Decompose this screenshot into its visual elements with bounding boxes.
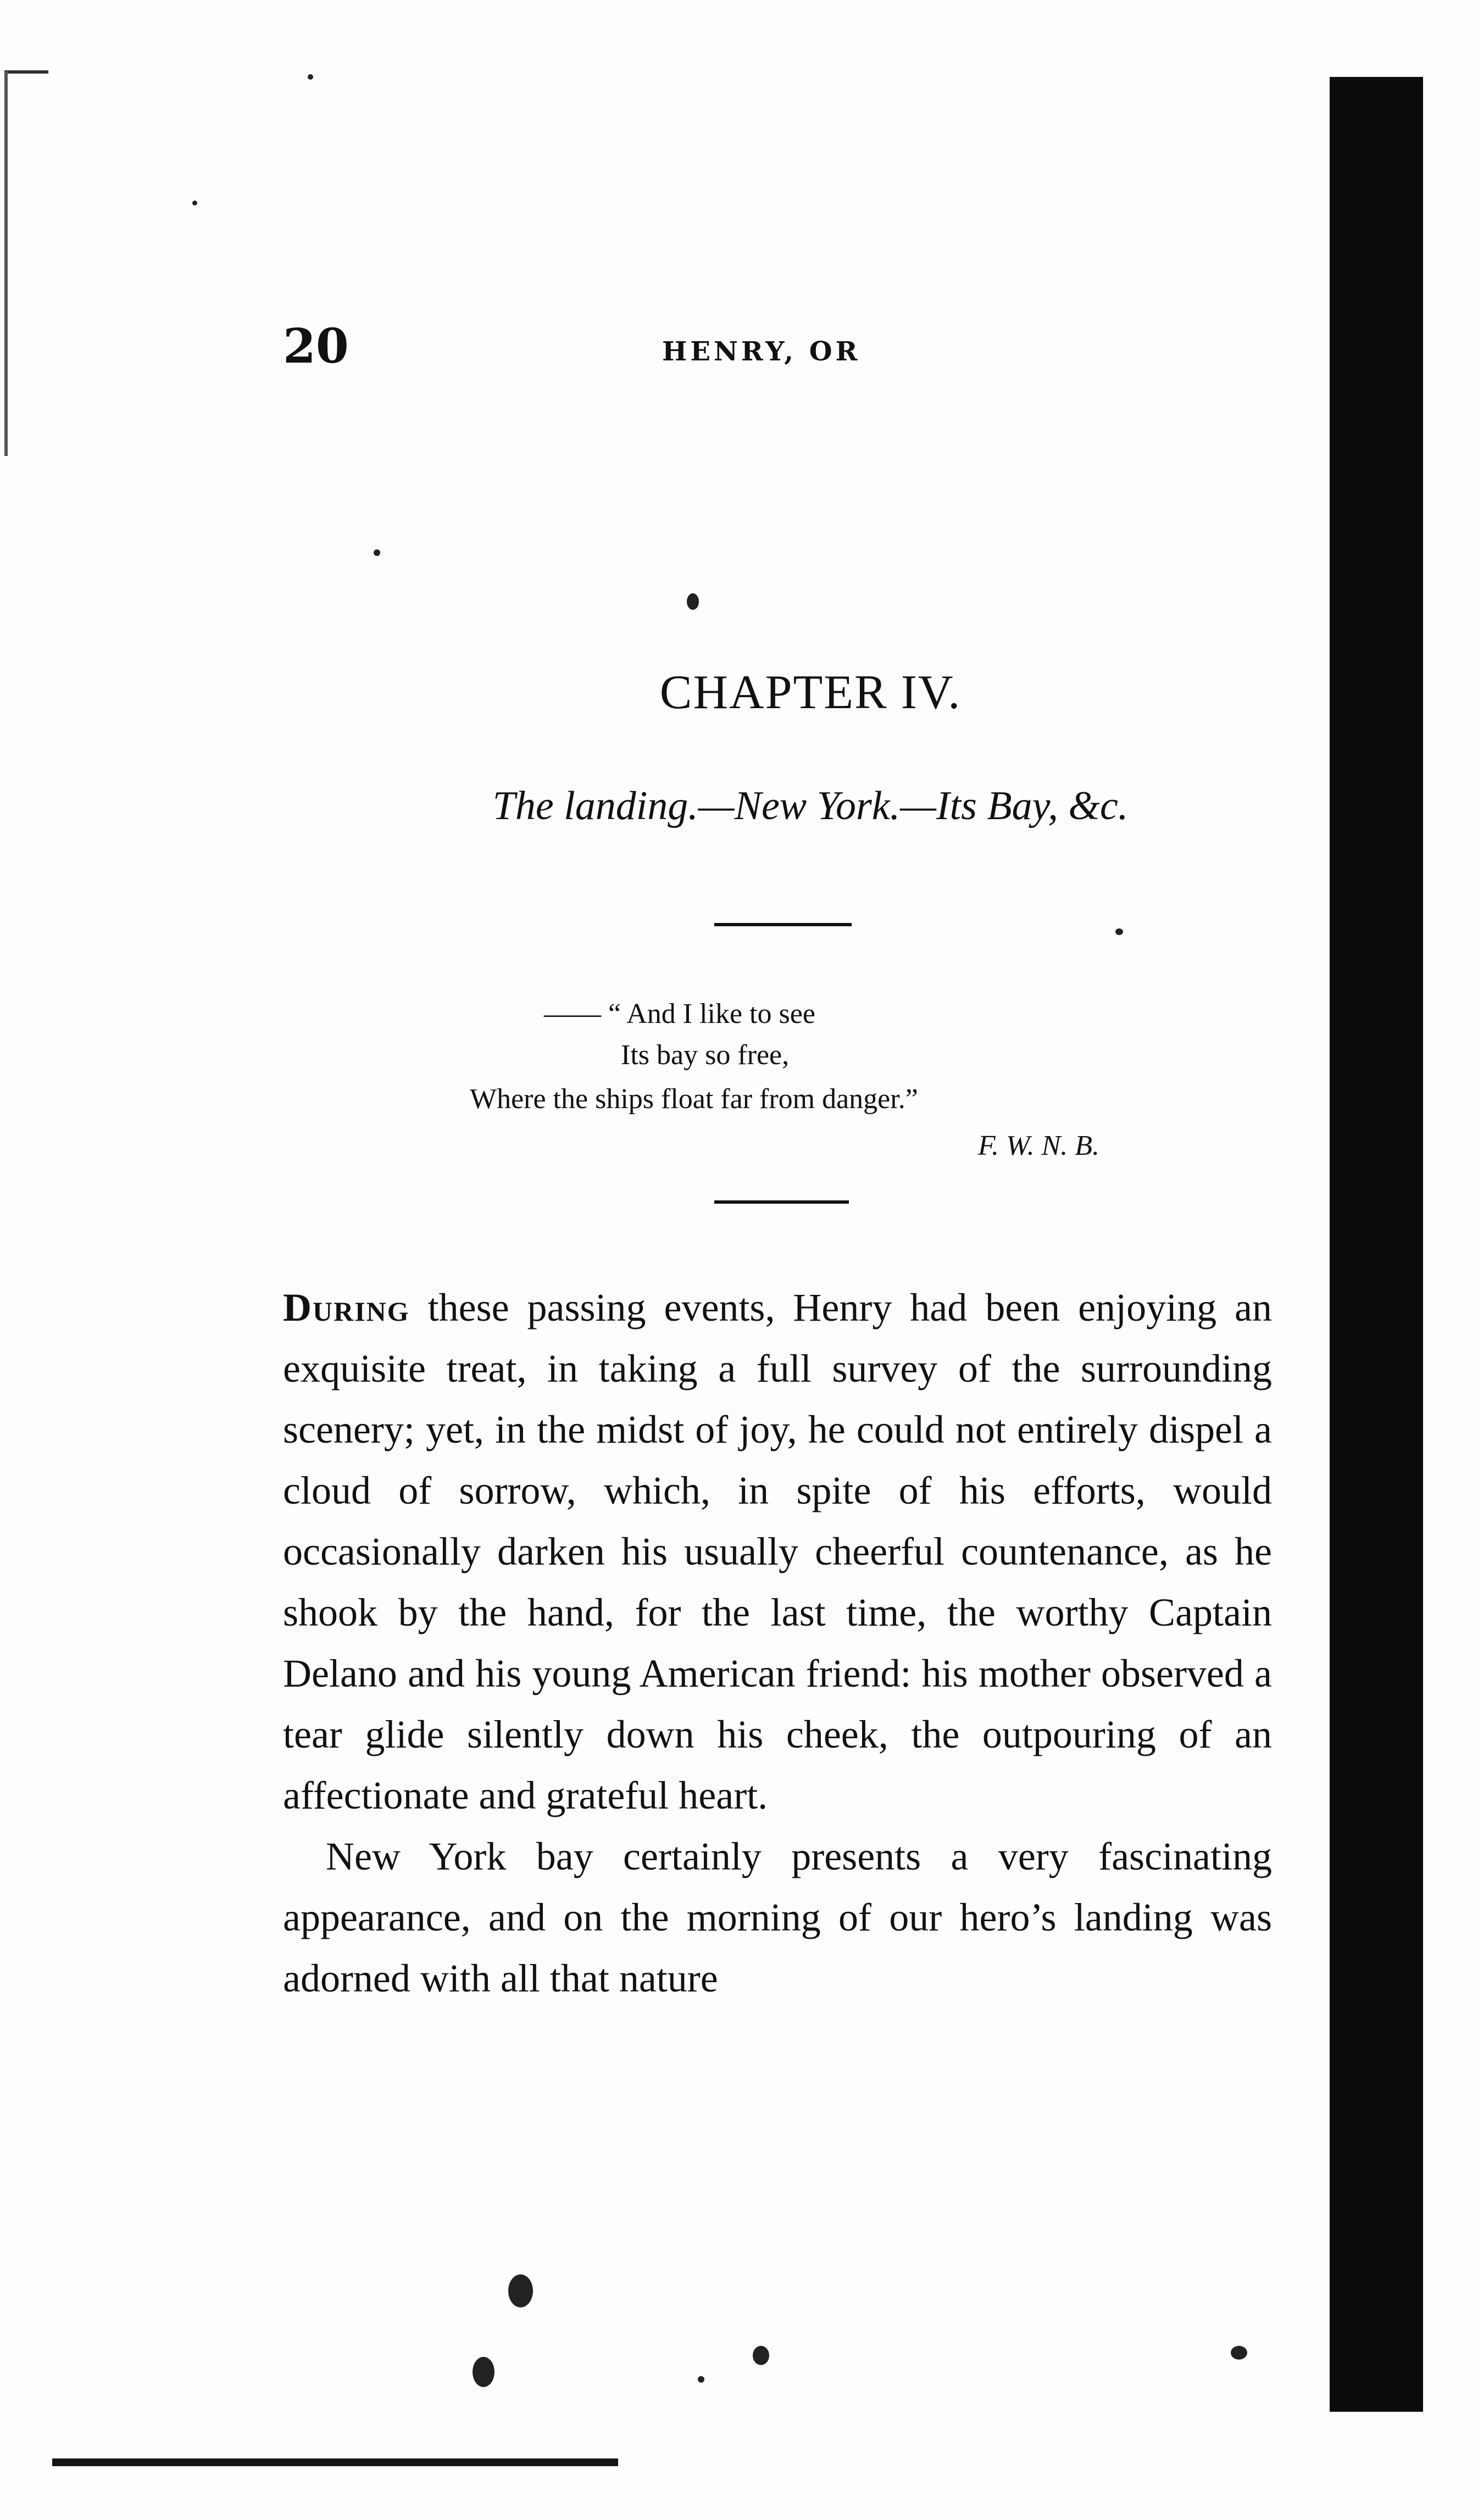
epigraph-line: Its bay so free, [621,1039,790,1071]
scan-speck [508,2274,533,2307]
running-head: HENRY, OR [662,336,861,367]
scan-edge-mark [4,71,8,456]
paragraph: New York bay certainly presents a very fascinating appearance, and on the morning of our hero’s landing was adorned with all that nature [283,1834,1272,2000]
epigraph-attribution: F. W. N. B. [978,1130,1100,1161]
scan-dark-margin [1330,77,1423,2412]
divider-rule [714,1200,849,1204]
divider-rule [714,923,852,926]
scan-speck [753,2346,769,2365]
scan-speck [374,549,380,556]
paragraph-text: these passing events, Henry had been enjoying an exquisite treat, in taking a full survey of the surrounding scenery; yet, in the midst of joy, he could not entirely dispel a cloud of sorrow, which, in spite of his efforts, would occasionally darken his usually cheerful countenance, as he shook by the hand, for the last time, the worthy Captain Delano and his young American friend: his mother observed a tear glide silently down his cheek, the outpouring of an affectionate and grateful heart. [283,1286,1272,1817]
page-number: 20 [283,319,349,374]
scan-speck [473,2357,494,2387]
paragraph [283,1277,1272,1826]
scan-speck [1231,2346,1247,2360]
scan-speck [308,74,313,80]
chapter-title: CHAPTER IV. [659,666,962,719]
epigraph-line: Where the ships float far from danger.” [470,1083,918,1115]
chapter-subtitle: The landing.—New York.—Its Bay, &c. [492,783,1129,828]
scan-edge-mark [4,70,48,74]
scan-speck [698,2376,704,2383]
epigraph-line: —— “ And I like to see [544,998,815,1030]
paragraph-lead-word: During [283,1286,410,1329]
scan-speck [1115,928,1123,935]
scan-speck [192,201,197,205]
scan-speck [687,593,699,610]
scan-bottom-rule [52,2458,618,2466]
body-text [283,1277,1272,2009]
